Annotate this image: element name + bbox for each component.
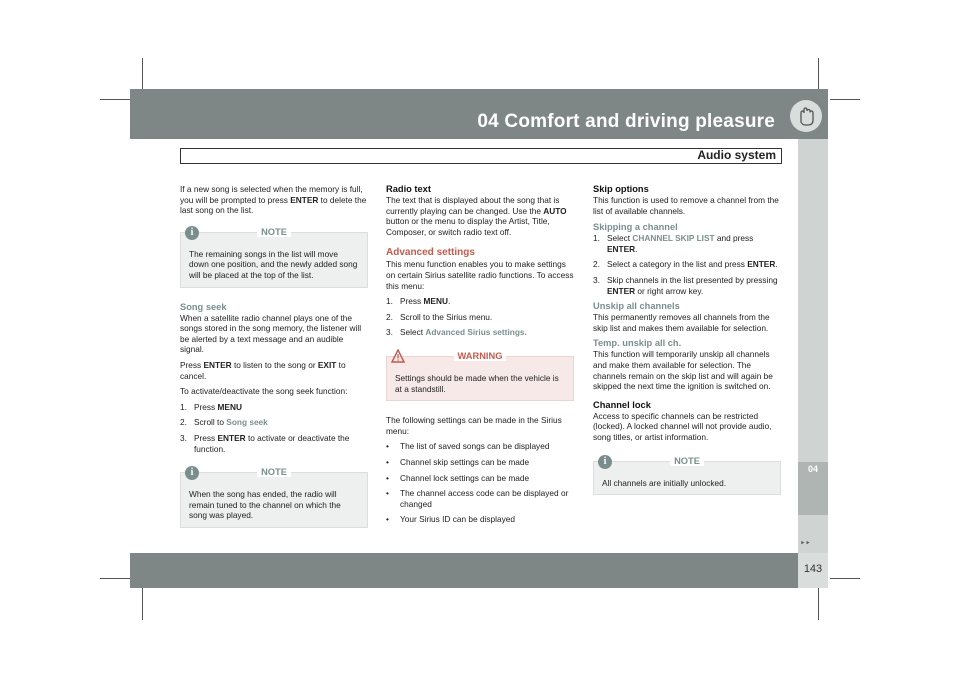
continued-arrows-icon: ‣‣ <box>800 538 811 548</box>
note-title: NOTE <box>257 467 291 477</box>
warning-box <box>386 350 574 401</box>
list-item: 3. Skip channels in the list presented by pressing ENTER or right arrow key. <box>593 274 778 296</box>
note-text: All channels are initially unlocked. <box>602 477 727 488</box>
skip-options-text: This function is used to remove a channel from the list of available channels. <box>593 195 779 216</box>
list-item: • The list of saved songs can be displayed <box>386 441 550 452</box>
warning-title: WARNING <box>454 351 507 361</box>
advanced-steps <box>386 296 574 338</box>
list-item: 1. Press MENU <box>180 401 242 412</box>
column-2 <box>386 184 574 530</box>
chapter-title: 04 Comfort and driving pleasure <box>477 111 775 132</box>
info-icon: i <box>185 466 199 480</box>
crop-mark <box>818 588 819 620</box>
advanced-settings-text: This menu function enables you to make settings on certain Sirius satellite radio functions. To access this menu: <box>386 259 574 291</box>
footer-band <box>130 553 828 588</box>
following-text: The following settings can be made in the Sirius menu: <box>386 415 562 436</box>
channel-lock-text: Access to specific channels can be restricted (locked). A locked channel will not provide audio, song titles, or artist information. <box>593 410 772 442</box>
advanced-settings-heading: Advanced settings <box>386 247 475 259</box>
list-item: 2. Select a category in the list and press ENTER. <box>593 259 778 270</box>
skip-steps <box>593 233 781 296</box>
crop-mark <box>818 58 819 90</box>
radio-text-paragraph: The text that is displayed about the song that is currently playing can be changed. Use the AUTO button or the menu to display the Artist, Title, Composer, or switch radio text off. <box>386 195 567 237</box>
note-title: NOTE <box>257 227 291 237</box>
list-item: 2. Scroll to the Sirius menu. <box>386 311 493 322</box>
note-box <box>180 467 368 528</box>
info-icon: i <box>598 455 612 469</box>
list-item: 2. Scroll to Song seek <box>180 417 268 428</box>
list-item: • The channel access code can be displayed or changed <box>386 488 569 509</box>
column-3 <box>593 184 781 505</box>
settings-list <box>386 441 574 525</box>
list-item: 3. Press ENTER to activate or deactivate the function. <box>180 432 350 454</box>
song-seek-text: When a satellite radio channel plays one of the songs stored in the song memory, the listener will be alerted by a text message and an audible signal. <box>180 312 362 355</box>
note-text: When the song has ended, the radio will remain tuned to the channel on which the song was played. <box>189 489 341 521</box>
intro-paragraph: If a new song is selected when the memory is full, you will be prompted to press ENTER to delete the last song on the list. <box>180 184 367 216</box>
unskip-heading: Unskip all channels <box>593 301 680 312</box>
list-item: 3. Select Advanced Sirius settings. <box>386 327 527 338</box>
press-enter-text: Press ENTER to listen to the song or EXIT to cancel. <box>180 359 346 381</box>
chapter-tab-number: 04 <box>807 464 818 474</box>
unskip-text: This permanently removes all channels from the skip list and makes them available for selection. <box>593 312 770 333</box>
list-item: 1. Press MENU. <box>386 296 451 307</box>
crop-mark <box>830 578 860 579</box>
activate-intro: To activate/deactivate the song seek function: <box>180 386 348 397</box>
channel-lock-heading: Channel lock <box>593 399 651 410</box>
skip-options-heading: Skip options <box>593 184 649 194</box>
note-box <box>593 455 781 496</box>
crop-mark <box>142 588 143 620</box>
warning-text: Settings should be made when the vehicle is at a standstill. <box>395 372 559 394</box>
crop-mark <box>100 578 130 579</box>
hand-comfort-icon <box>790 100 822 132</box>
info-icon: i <box>185 226 199 240</box>
crop-mark <box>830 99 860 100</box>
page-number: 143 <box>803 563 823 575</box>
temp-unskip-text: This function will temporarily unskip all channels and make them available for selection. The channels remain on the skip list and will again be skipped the next time the ignition is switched on. <box>593 349 773 392</box>
note-text: The remaining songs in the list will move down one position, and the newly added song will be placed at the top of the list. <box>189 248 358 280</box>
list-item: • Channel lock settings can be made <box>386 472 530 483</box>
section-title: Audio system <box>697 148 776 162</box>
column-1 <box>180 184 368 538</box>
song-seek-steps <box>180 402 368 454</box>
list-item: • Channel skip settings can be made <box>386 456 530 467</box>
crop-mark <box>100 99 130 100</box>
skipping-channel-heading: Skipping a channel <box>593 222 678 233</box>
crop-mark <box>142 58 143 90</box>
note-title: NOTE <box>670 456 704 466</box>
list-item: • Your Sirius ID can be displayed <box>386 514 515 525</box>
song-seek-heading: Song seek <box>180 301 227 312</box>
section-bar <box>180 148 782 164</box>
list-item: 1. Select CHANNEL SKIP LIST and press ENTER. <box>593 233 754 254</box>
temp-unskip-heading: Temp. unskip all ch. <box>593 338 682 349</box>
note-box <box>180 226 368 288</box>
radio-text-heading: Radio text <box>386 184 431 194</box>
